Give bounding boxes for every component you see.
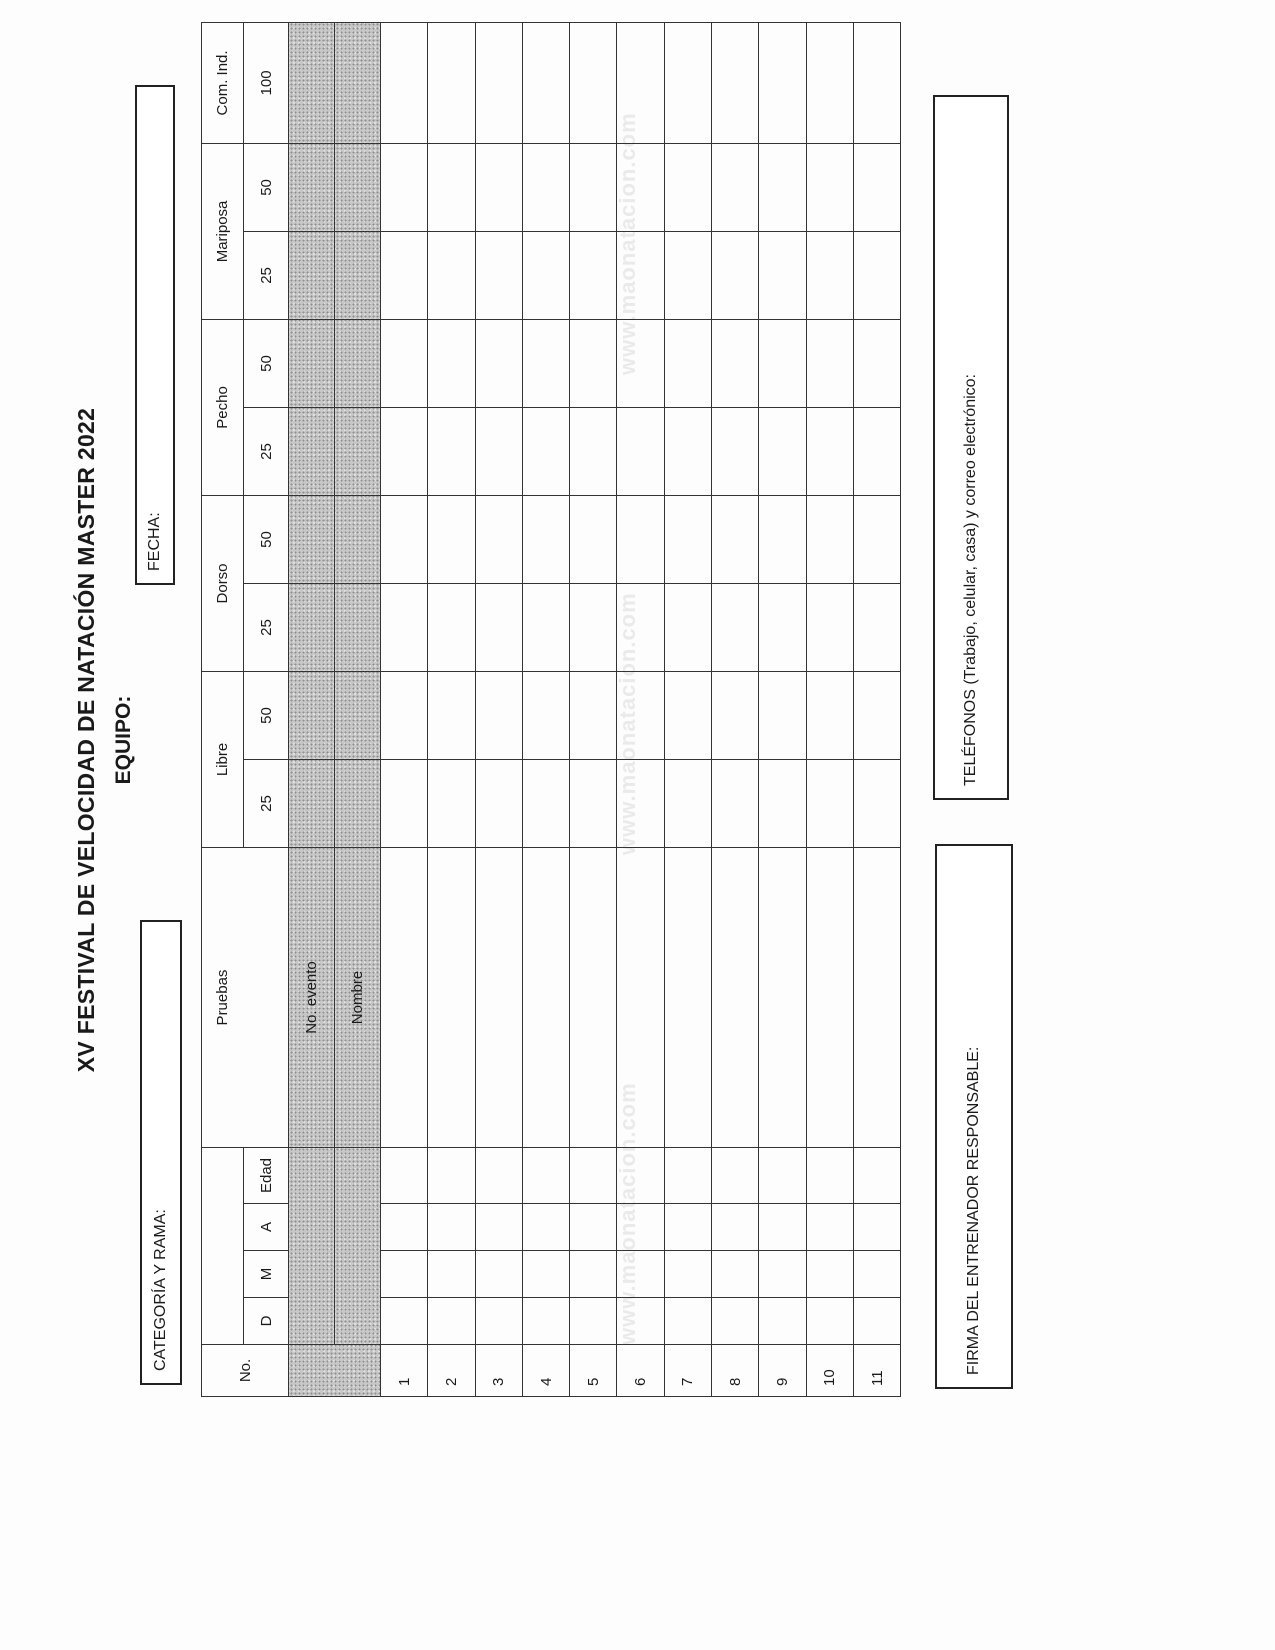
entry-cell[interactable] [381,319,428,407]
entry-cell[interactable] [522,143,569,231]
edad-header: Edad [244,1148,289,1204]
entry-cell[interactable] [428,231,475,319]
pruebas-label: Pruebas [214,969,231,1026]
entry-cell[interactable] [759,495,806,583]
entry-cell[interactable] [853,495,900,583]
entry-cell[interactable] [806,407,853,495]
entry-cell[interactable] [806,1298,853,1345]
table-row [759,22,806,1396]
entry-cell[interactable] [712,583,759,671]
row-number: 5 [570,1345,617,1397]
no-header: No. [202,1345,289,1397]
entry-cell[interactable] [570,848,617,1148]
entry-cell[interactable] [381,1298,428,1345]
entry-cell[interactable] [853,583,900,671]
entry-cell[interactable] [853,1204,900,1251]
row-number: 1 [381,1345,428,1397]
entry-cell[interactable] [522,583,569,671]
form-page [55,50,982,1415]
entry-cell[interactable] [617,143,664,231]
entry-cell[interactable] [617,1251,664,1298]
entry-cell[interactable] [570,583,617,671]
entry-cell[interactable] [853,1251,900,1298]
entry-cell[interactable] [428,1204,475,1251]
row-number: 2 [428,1345,475,1397]
table-row [428,22,475,1396]
entry-cell[interactable] [617,1298,664,1345]
distance-header: 50 [244,495,289,583]
distance-header: 25 [244,407,289,495]
entry-cell[interactable] [381,143,428,231]
entry-cell[interactable] [475,671,522,759]
no-evento-label: No. evento [289,848,335,1148]
entry-cell[interactable] [759,1204,806,1251]
entry-cell[interactable] [806,1251,853,1298]
stroke-header-dorso: Dorso [202,495,244,671]
nombre-label: Nombre [335,848,381,1148]
page-title: XV FESTIVAL DE VELOCIDAD DE NATACIÓN MASTER 2022 [73,407,99,1073]
entry-cell[interactable] [475,1251,522,1298]
entry-cell[interactable] [617,760,664,848]
entry-cell[interactable] [381,495,428,583]
entry-cell[interactable] [759,143,806,231]
watermark: www.maonatacion.com [615,1082,640,1345]
telefonos-field[interactable] [933,95,1009,800]
entry-cell[interactable] [664,495,711,583]
entry-cell[interactable] [428,1251,475,1298]
entry-cell[interactable] [522,760,569,848]
entry-cell[interactable] [712,848,759,1148]
entry-cell[interactable] [617,407,664,495]
entry-cell[interactable] [475,1204,522,1251]
entry-cell[interactable] [806,671,853,759]
entry-cell[interactable] [381,407,428,495]
entry-cell[interactable] [475,231,522,319]
entry-cell[interactable] [759,22,806,143]
entry-cell[interactable] [617,671,664,759]
entry-cell[interactable] [475,319,522,407]
entry-cell[interactable] [381,1251,428,1298]
entry-cell[interactable] [759,1251,806,1298]
entry-cell[interactable] [381,671,428,759]
table-row [664,22,711,1396]
entry-cell[interactable] [759,407,806,495]
entry-cell[interactable] [428,143,475,231]
stroke-header-pecho: Pecho [202,319,244,495]
entry-cell[interactable] [853,671,900,759]
table-row [475,22,522,1396]
entry-cell[interactable] [664,848,711,1148]
entry-cell[interactable] [664,22,711,143]
entry-cell[interactable] [806,143,853,231]
entry-cell[interactable] [522,671,569,759]
row-number: 9 [759,1345,806,1397]
row-number: 4 [522,1345,569,1397]
entry-cell[interactable] [712,407,759,495]
entry-cell[interactable] [381,22,428,143]
entry-table [201,22,901,1397]
entry-cell[interactable] [381,231,428,319]
entry-cell[interactable] [522,231,569,319]
watermark: www.maonatacion.com [615,112,640,375]
entry-cell[interactable] [712,495,759,583]
row-number: 3 [475,1345,522,1397]
entry-cell[interactable] [664,231,711,319]
row-number: 10 [806,1345,853,1397]
stroke-header-com-ind: Com. Ind. [202,22,244,143]
dob-month-header: M [244,1251,289,1298]
entry-cell[interactable] [664,760,711,848]
entry-cell[interactable] [522,319,569,407]
entry-cell[interactable] [806,848,853,1148]
entry-cell[interactable] [806,1148,853,1204]
entry-cell[interactable] [664,319,711,407]
entry-cell[interactable] [759,671,806,759]
entry-cell[interactable] [712,671,759,759]
entry-cell[interactable] [428,583,475,671]
row-number: 7 [664,1345,711,1397]
entry-cell[interactable] [570,495,617,583]
entry-cell[interactable] [759,583,806,671]
entry-cell[interactable] [522,848,569,1148]
entry-cell[interactable] [806,22,853,143]
entry-cell[interactable] [853,1298,900,1345]
entry-cell[interactable] [664,671,711,759]
distance-header: 25 [244,760,289,848]
table-row [381,22,428,1396]
entry-cell[interactable] [853,231,900,319]
entry-cell[interactable] [617,848,664,1148]
entry-cell[interactable] [664,407,711,495]
entry-cell[interactable] [428,1298,475,1345]
fecha-label: FECHA: [146,512,163,571]
entry-cell[interactable] [806,495,853,583]
entry-cell[interactable] [617,22,664,143]
entry-cell[interactable] [664,583,711,671]
entry-cell[interactable] [806,319,853,407]
entry-cell[interactable] [806,760,853,848]
entry-cell[interactable] [475,407,522,495]
entry-cell[interactable] [522,495,569,583]
entry-cell[interactable] [664,1204,711,1251]
table-row [712,22,759,1396]
entry-cell[interactable] [806,1204,853,1251]
entry-cell[interactable] [475,1298,522,1345]
entry-cell[interactable] [570,22,617,143]
entry-cell[interactable] [428,407,475,495]
entry-cell[interactable] [522,407,569,495]
entry-cell[interactable] [853,319,900,407]
entry-cell[interactable] [522,1298,569,1345]
fecha-field[interactable] [135,85,175,585]
entry-cell[interactable] [522,1204,569,1251]
entry-cell[interactable] [570,143,617,231]
no-evento-row [289,22,335,1396]
entry-cell[interactable] [712,1148,759,1204]
entry-cell[interactable] [712,1251,759,1298]
entry-cell[interactable] [853,143,900,231]
distance-header: 25 [244,231,289,319]
entry-cell[interactable] [617,1204,664,1251]
entry-cell[interactable] [759,1148,806,1204]
entry-cell[interactable] [428,22,475,143]
entry-cell[interactable] [570,407,617,495]
entry-cell[interactable] [712,143,759,231]
entry-cell[interactable] [617,1148,664,1204]
distance-header: 50 [244,671,289,759]
entry-cell[interactable] [664,1251,711,1298]
entry-cell[interactable] [712,760,759,848]
dob-year-header: A [244,1204,289,1251]
entry-cell[interactable] [381,1148,428,1204]
entry-cell[interactable] [664,1298,711,1345]
entry-cell[interactable] [759,231,806,319]
pruebas-header [202,848,289,1148]
entry-cell[interactable] [475,1148,522,1204]
entry-cell[interactable] [475,143,522,231]
table-row [806,22,853,1396]
entry-cell[interactable] [570,319,617,407]
firma-label: FIRMA DEL ENTRENADOR RESPONSABLE: [965,1046,982,1375]
watermark: www.maonatacion.com [615,592,640,855]
entry-cell[interactable] [570,671,617,759]
entry-cell[interactable] [381,1204,428,1251]
entry-cell[interactable] [712,1298,759,1345]
entry-cell[interactable] [428,760,475,848]
telefonos-label: TELÉFONOS (Trabajo, celular, casa) y correo electrónico: [962,374,979,786]
categoria-field[interactable] [140,920,182,1385]
entry-cell[interactable] [381,848,428,1148]
categoria-label: CATEGORÍA Y RAMA: [152,1209,169,1371]
distance-header: 50 [244,319,289,407]
entry-cell[interactable] [522,1251,569,1298]
entry-cell[interactable] [712,319,759,407]
dob-day-header: D [244,1298,289,1345]
distance-header: 25 [244,583,289,671]
entry-cell[interactable] [617,583,664,671]
entry-cell[interactable] [759,760,806,848]
entry-cell[interactable] [570,760,617,848]
entry-cell[interactable] [712,1204,759,1251]
entry-cell[interactable] [759,1298,806,1345]
entry-cell[interactable] [806,583,853,671]
entry-cell[interactable] [475,583,522,671]
entry-cell[interactable] [853,848,900,1148]
entry-cell[interactable] [853,22,900,143]
entry-cell[interactable] [381,583,428,671]
stroke-header-mariposa: Mariposa [202,143,244,319]
entry-cell[interactable] [570,1298,617,1345]
entry-cell[interactable] [428,1148,475,1204]
distance-header: 100 [244,22,289,143]
distance-header: 50 [244,143,289,231]
entry-cell[interactable] [617,231,664,319]
table-row [853,22,900,1396]
entry-cell[interactable] [712,22,759,143]
equipo-label: EQUIPO: [112,695,135,785]
row-number: 6 [617,1345,664,1397]
entry-cell[interactable] [806,231,853,319]
entry-cell[interactable] [617,319,664,407]
nombre-row [335,22,381,1396]
entry-cell[interactable] [759,319,806,407]
row-number: 8 [712,1345,759,1397]
entry-cell[interactable] [381,760,428,848]
entry-cell[interactable] [664,143,711,231]
row-number: 11 [853,1345,900,1397]
entry-cell[interactable] [570,1251,617,1298]
entry-cell[interactable] [475,848,522,1148]
entry-cell[interactable] [428,495,475,583]
entry-cell[interactable] [759,848,806,1148]
entry-cell[interactable] [664,1148,711,1204]
entry-cell[interactable] [428,319,475,407]
entry-cell[interactable] [570,1204,617,1251]
entry-cell[interactable] [475,760,522,848]
entry-cell[interactable] [475,495,522,583]
entry-cell[interactable] [522,1148,569,1204]
table-row [617,22,664,1396]
entry-cell[interactable] [570,231,617,319]
entry-cell[interactable] [428,848,475,1148]
entry-cell[interactable] [617,495,664,583]
entry-cell[interactable] [853,1148,900,1204]
table-row [570,22,617,1396]
entry-cell[interactable] [570,1148,617,1204]
entry-cell[interactable] [475,22,522,143]
firma-field[interactable] [935,844,1013,1389]
table-row [522,22,569,1396]
entry-cell[interactable] [712,231,759,319]
entry-cell[interactable] [853,760,900,848]
entry-cell[interactable] [853,407,900,495]
entry-cell[interactable] [428,671,475,759]
form-sheet [55,50,982,1415]
entry-cell[interactable] [522,22,569,143]
stroke-header-libre: Libre [202,671,244,847]
